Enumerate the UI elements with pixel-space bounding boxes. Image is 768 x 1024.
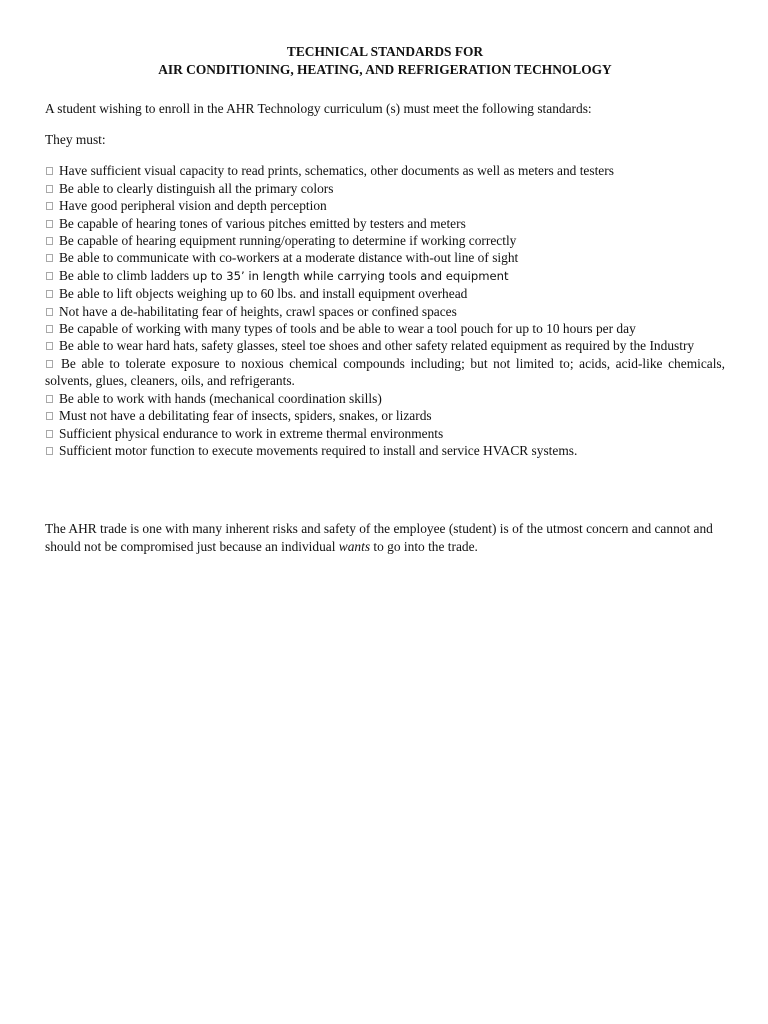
list-item-text: Be able to lift objects weighing up to 60 lbs. and install equipment overhead xyxy=(59,286,468,302)
title-line-2: AIR CONDITIONING, HEATING, AND REFRIGERATION TECHNOLOGY xyxy=(158,61,612,77)
list-item xyxy=(45,425,725,442)
list-item-text: Sufficient physical endurance to work in extreme thermal environments xyxy=(59,425,444,441)
checkbox-bullet-icon xyxy=(46,325,53,333)
list-item-text: Be able to communicate with co-workers at a moderate distance with-out line of sight xyxy=(59,250,519,266)
list-item xyxy=(45,407,725,424)
closing-text-start: The AHR trade is one with many inherent risks and safety of the employee (student) is of the utmost concern and cannot and should not be compromised just because an individual xyxy=(45,521,713,554)
checkbox-bullet-icon xyxy=(46,290,53,298)
checkbox-bullet-icon xyxy=(46,412,53,420)
checkbox-bullet-icon xyxy=(46,254,53,262)
list-item xyxy=(45,355,725,390)
list-item xyxy=(45,232,725,249)
standards-list xyxy=(45,162,725,459)
list-item xyxy=(45,390,725,407)
list-item xyxy=(45,249,725,266)
list-item xyxy=(45,215,725,232)
list-item-text: Be able to work with hands (mechanical coordination skills) xyxy=(59,390,382,406)
list-item-text: Be able to clearly distinguish all the primary colors xyxy=(59,180,334,196)
list-item xyxy=(45,180,725,197)
list-item-text-tail: up to 35’ in length while carrying tools and equipment xyxy=(192,268,509,283)
list-item xyxy=(45,320,725,337)
list-item-text: Be capable of working with many types of tools and be able to wear a tool pouch for up to 10 hours per day xyxy=(59,321,636,337)
list-item xyxy=(45,303,725,320)
checkbox-bullet-icon xyxy=(46,220,53,228)
checkbox-bullet-icon xyxy=(46,237,53,245)
closing-paragraph xyxy=(45,520,725,555)
checkbox-bullet-icon xyxy=(46,202,53,210)
list-item-text: Be able to climb ladders xyxy=(59,267,190,283)
list-item-text: Not have a de-habilitating fear of heights, crawl spaces or confined spaces xyxy=(59,303,457,319)
list-item xyxy=(45,197,725,214)
list-item-text: Be capable of hearing equipment running/operating to determine if working correctly xyxy=(59,233,517,249)
checkbox-bullet-icon xyxy=(46,360,53,368)
checkbox-bullet-icon xyxy=(46,185,53,193)
list-item-text: Sufficient motor function to execute movements required to install and service HVACR systems. xyxy=(59,442,578,458)
checkbox-bullet-icon xyxy=(46,342,53,350)
list-item xyxy=(45,285,725,302)
checkbox-bullet-icon xyxy=(46,395,53,403)
list-item-text: Have good peripheral vision and depth perception xyxy=(59,198,327,214)
list-item xyxy=(45,267,725,285)
list-item-text: Be capable of hearing tones of various pitches emitted by testers and meters xyxy=(59,215,466,231)
they-must-label: They must: xyxy=(45,132,106,147)
document-title xyxy=(45,43,725,79)
list-item-text: Be able to wear hard hats, safety glasses, steel toe shoes and other safety related equipment as required by the Industry xyxy=(59,338,695,354)
list-item-text: Must not have a debilitating fear of insects, spiders, snakes, or lizards xyxy=(59,408,432,424)
list-item xyxy=(45,162,725,179)
intro-paragraph: A student wishing to enroll in the AHR Technology curriculum (s) must meet the following standards: xyxy=(45,100,592,116)
checkbox-bullet-icon xyxy=(46,447,53,455)
checkbox-bullet-icon xyxy=(46,308,53,316)
checkbox-bullet-icon xyxy=(46,272,53,280)
title-line-1: TECHNICAL STANDARDS FOR xyxy=(286,44,484,59)
list-item-text: Be able to tolerate exposure to noxious chemical compounds including; but not limited to; acids, acid-like chemicals, solvents, glues, cleaners, oils, and refrigerants. xyxy=(45,355,725,389)
closing-emphasis: wants xyxy=(338,538,371,554)
list-item xyxy=(45,442,725,459)
closing-text-end: to go into the trade. xyxy=(370,538,478,554)
checkbox-bullet-icon xyxy=(46,430,53,438)
checkbox-bullet-icon xyxy=(46,167,53,175)
list-item xyxy=(45,337,725,354)
list-item-text: Have sufficient visual capacity to read prints, schematics, other documents as well as meters and testers xyxy=(59,163,614,179)
document-page xyxy=(45,43,725,555)
